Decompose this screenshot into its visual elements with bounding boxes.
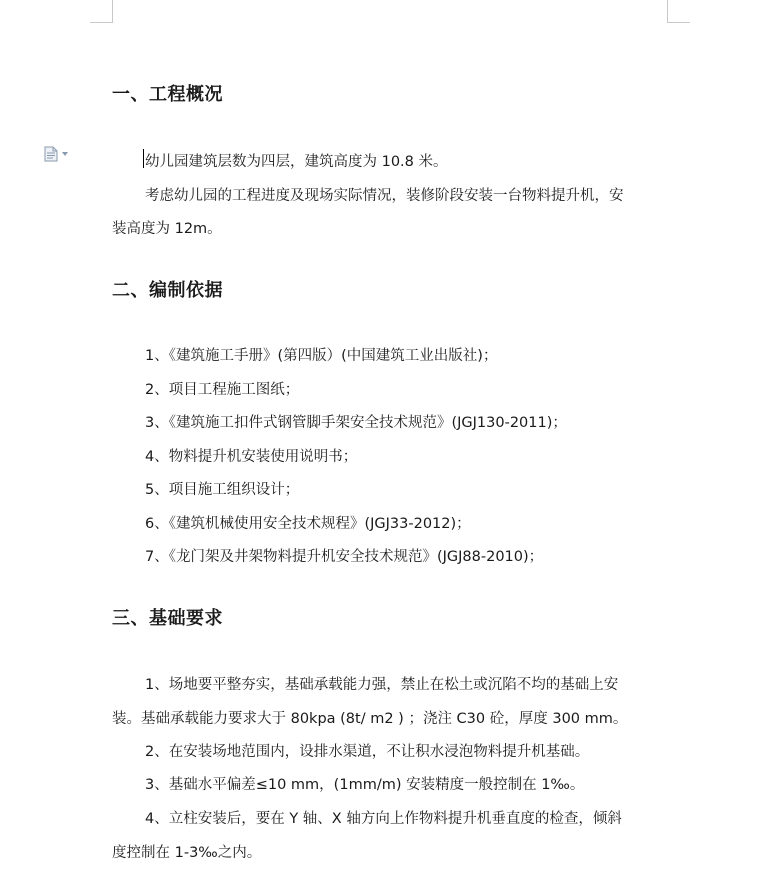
crop-mark-top-left: [90, 0, 113, 23]
paragraph-line: 考虑幼儿园的工程进度及现场实际情况，装修阶段安装一台物料提升机，安: [145, 188, 624, 204]
paragraph-line: 装高度为 12m。: [112, 221, 222, 237]
paragraph-line: 幼儿园建筑层数为四层，建筑高度为 10.8 米。: [145, 154, 448, 170]
list-item: 4、物料提升机安装使用说明书；: [145, 449, 358, 465]
list-item: 1、《建筑施工手册》(第四版）(中国建筑工业出版社)；: [145, 348, 498, 364]
document-icon: [44, 146, 58, 162]
paragraph-line: 度控制在 1-3‰之内。: [112, 845, 262, 861]
paragraph-line: 4、立柱安装后，要在 Y 轴、X 轴方向上作物料提升机垂直度的检查，倾斜: [145, 811, 622, 827]
list-item: 7、《龙门架及井架物料提升机安全技术规范》(JGJ88-2010)；: [145, 549, 544, 565]
chevron-down-icon: [62, 152, 68, 156]
section-heading-1: 一、工程概况: [112, 84, 223, 105]
crop-mark-top-right: [667, 0, 690, 23]
section-heading-3: 三、基础要求: [112, 608, 223, 629]
paragraph-line: 2、在安装场地范围内，设排水渠道，不让积水浸泡物料提升机基础。: [145, 744, 590, 760]
paragraph-line: 装。基础承载能力要求大于 80kpa (8t/ m2 ) ；浇注 C30 砼，厚度 300 mm。: [112, 711, 628, 727]
list-item: 6、《建筑机械使用安全技术规程》(JGJ33-2012)；: [145, 516, 471, 532]
paragraph-marker[interactable]: [44, 146, 72, 162]
list-item: 5、项目施工组织设计；: [145, 482, 300, 498]
list-item: 2、项目工程施工图纸；: [145, 382, 300, 398]
list-item: 3、《建筑施工扣件式钢管脚手架安全技术规范》(JGJ130-2011)；: [145, 415, 567, 431]
text-cursor: [143, 149, 144, 168]
section-heading-2: 二、编制依据: [112, 280, 223, 301]
paragraph-line: 3、基础水平偏差≤10 mm，(1mm/m) 安装精度一般控制在 1‰。: [145, 777, 585, 793]
paragraph-line: 1、场地要平整夯实，基础承载能力强，禁止在松土或沉陷不均的基础上安: [145, 677, 619, 693]
